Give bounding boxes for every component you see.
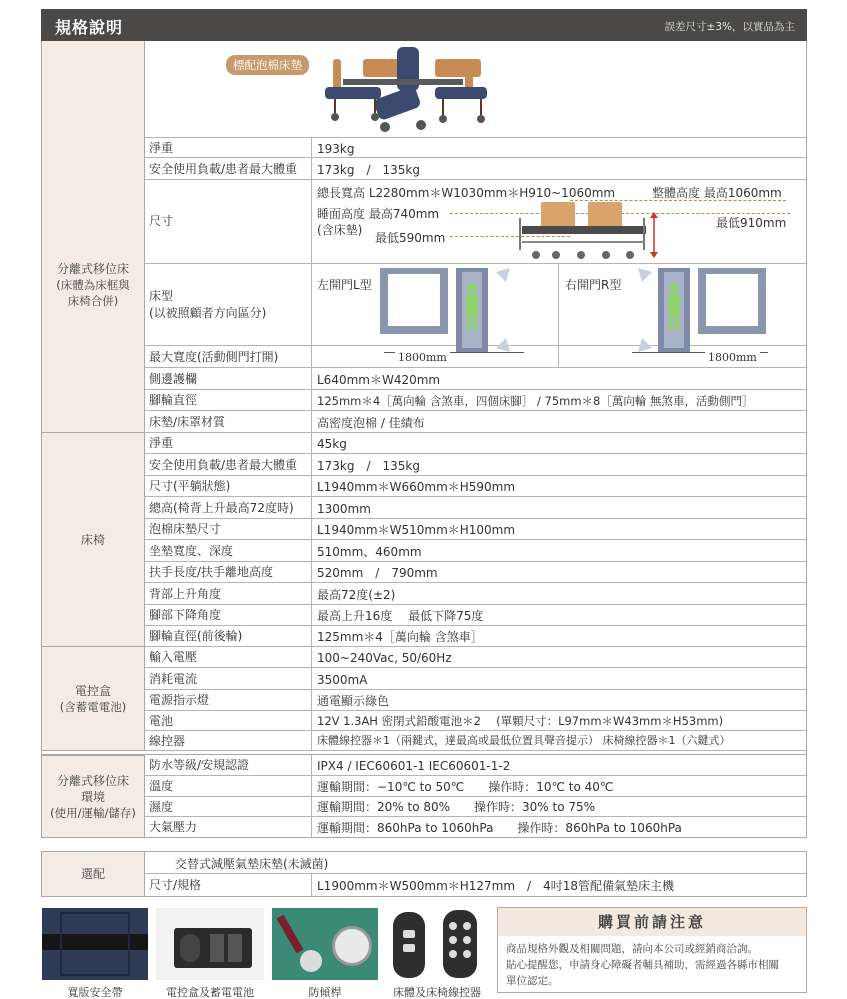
spec-label: 床墊/床罩材質 — [145, 411, 312, 432]
purchase-notice — [497, 907, 807, 993]
spec-row — [145, 519, 806, 540]
group-options-title: 選配 — [80, 867, 105, 881]
spec-label: 輸入電壓 — [145, 647, 312, 667]
left-bed-type-label: 左開門L型 — [317, 278, 372, 292]
photo-caption: 寬版安全帶 — [67, 986, 123, 999]
spec-row — [145, 755, 806, 776]
spec-row — [145, 411, 806, 433]
spec-row — [145, 605, 806, 626]
spec-value: L1940mm＊W510mm＊H100mm — [317, 523, 516, 537]
spec-value: L640mm＊W420mm — [317, 373, 441, 387]
option-row — [145, 852, 806, 874]
spec-label: 消耗電流 — [145, 668, 312, 689]
overall-height-min: 最低910mm — [716, 216, 787, 230]
photo-caption: 床體及床椅線控器 — [393, 986, 481, 999]
spec-label — [145, 264, 312, 345]
spec-label: 尺寸(平躺狀態) — [145, 476, 312, 496]
spec-row — [145, 817, 806, 838]
spec-row — [145, 626, 806, 647]
group-bed — [42, 137, 145, 433]
group-chair-title: 床椅 — [80, 532, 105, 547]
spec-label: 電池 — [145, 711, 312, 730]
spec-row — [145, 158, 806, 180]
group-header-image-cell — [42, 41, 145, 137]
spec-label: 泡棉床墊尺寸 — [145, 519, 312, 539]
spec-value: 125mm＊4［萬向輪 含煞車，四個床腳］ / 75mm＊8［萬向輪 無煞車，活動側門］ — [317, 394, 754, 408]
photo-caption: 防傾桿 — [308, 986, 342, 999]
remote-controllers-photo — [385, 908, 489, 980]
spec-value: 100~240Vac, 50/60Hz — [317, 651, 452, 665]
spec-row — [145, 776, 806, 797]
group-env-sub: (使用/運輸/儲存) — [50, 805, 136, 820]
spec-label: 溫度 — [145, 776, 312, 796]
spec-value: 510mm、460mm — [317, 545, 422, 559]
spec-row — [145, 390, 806, 411]
spec-label: 扶手長度/扶手離地高度 — [145, 562, 312, 582]
spec-value: 1300mm — [317, 502, 371, 516]
group-bed-sub1: (床體為床框與 — [56, 277, 130, 292]
spec-row — [145, 137, 806, 158]
spec-row — [145, 731, 806, 751]
control-box-photo — [156, 908, 264, 980]
spec-label: 大氣壓力 — [145, 817, 312, 838]
spec-row — [145, 647, 806, 668]
spec-value: 通電顯示綠色 — [317, 694, 390, 708]
group-env-title2: 環境 — [80, 789, 105, 804]
spec-row — [145, 476, 806, 497]
spec-label: 腳輪直徑 — [145, 390, 312, 410]
overall-height-max: 整體高度 最高1060mm — [652, 186, 782, 200]
photo-caption: 電控盒及蓄電電池 — [166, 986, 254, 999]
spec-row — [145, 368, 806, 390]
right-bed-diagram — [628, 268, 768, 354]
spec-row — [145, 711, 806, 731]
spec-value: 運輸期間：−10℃ to 50℃ 操作時：10℃ to 40℃ — [317, 780, 614, 794]
spec-value: 173kg / 135kg — [317, 459, 420, 473]
right-width-value: 1800mm — [705, 351, 760, 364]
anti-tip-bar-photo — [272, 908, 378, 980]
safety-belt-photo — [42, 908, 148, 980]
spec-value: 173kg / 135kg — [317, 163, 420, 177]
spec-row — [145, 540, 806, 562]
spec-label: 坐墊寬度、深度 — [145, 540, 312, 561]
option-label: 尺寸/規格 — [145, 874, 312, 896]
spec-label: 安全使用負載/患者最大體重 — [145, 158, 312, 179]
spec-label: 電源指示燈 — [145, 690, 312, 710]
notice-line: 貼心提醒您，申請身心障礙者輔具補助，需經過各縣市相關 — [506, 959, 779, 971]
spec-value: 高密度泡棉 / 佳績布 — [317, 416, 425, 430]
spec-row — [145, 797, 806, 817]
notice-title: 購買前請注意 — [498, 908, 806, 936]
bed-type-label: 床型 — [149, 289, 174, 303]
spec-row — [145, 562, 806, 583]
option-name: 交替式減壓氣墊床墊(未滅菌) — [175, 857, 329, 871]
left-width-value: 1800mm — [395, 351, 450, 364]
deck-height-min: 最低590mm — [375, 231, 446, 245]
spec-value: 床體線控器＊1（兩鍵式，達最高或最低位置具聲音提示） 床椅線控器＊1（六鍵式） — [317, 734, 731, 747]
notice-line: 商品規格外觀及相關問題，請向本公司或經銷商洽詢。 — [506, 943, 758, 955]
spec-label: 安全使用負載/患者最大體重 — [145, 454, 312, 475]
spec-label: 腳輪直徑(前後輪) — [145, 626, 312, 646]
spec-label: 線控器 — [145, 731, 312, 750]
spec-value: L1940mm＊W660mm＊H590mm — [317, 480, 516, 494]
spec-row — [145, 497, 806, 519]
mattress-tag: 標配泡棉床墊 — [226, 55, 309, 75]
spec-value: 193kg — [317, 142, 355, 156]
deck-height-max: 睡面高度 最高740mm — [317, 207, 440, 221]
bed-product-image — [315, 45, 495, 135]
spec-row — [145, 668, 806, 690]
option-value: L1900mm＊W500mm＊H127mm / 4吋18管配備氣墊床主機 — [317, 879, 675, 893]
group-options — [42, 852, 145, 896]
option-row — [145, 874, 806, 896]
spec-value: 最高上升16度 最低下降75度 — [317, 609, 484, 623]
spec-label: 尺寸 — [145, 180, 312, 263]
group-env-title: 分離式移位床 — [56, 773, 129, 788]
overall-dimensions: 總長寬高 L2280mm＊W1030mm＊H910~1060mm — [317, 186, 616, 200]
spec-label: 最大寬度(活動側門打開) — [145, 346, 312, 367]
spec-value: IPX4 / IEC60601-1 IEC60601-1-2 — [317, 759, 511, 773]
spec-value: 125mm＊4［萬向輪 含煞車］ — [317, 630, 483, 644]
deck-height-sub: (含床墊) — [317, 223, 363, 237]
spec-header — [41, 9, 807, 41]
spec-value: 最高72度(±2) — [317, 588, 396, 602]
spec-value: 運輸期間：860hPa to 1060hPa 操作時：860hPa to 1060hPa — [317, 821, 682, 835]
bed-side-diagram — [516, 198, 666, 262]
group-env — [42, 755, 145, 838]
spec-label: 淨重 — [145, 138, 312, 157]
tolerance-note: 誤差尺寸±3%，以實品為主 — [664, 21, 795, 33]
spec-value: 12V 1.3AH 密閉式鉛酸電池＊2 (單顆尺寸：L97mm＊W43mm＊H53mm) — [317, 714, 724, 728]
notice-line: 單位認定。 — [506, 975, 559, 987]
group-bed-sub2: 床椅合併) — [67, 293, 119, 308]
spec-label: 淨重 — [145, 433, 312, 453]
spec-row — [145, 454, 806, 476]
spec-label: 防水等級/安規認證 — [145, 755, 312, 775]
spec-label: 背部上升角度 — [145, 583, 312, 604]
right-bed-type-label: 右開門R型 — [565, 278, 622, 292]
spec-row — [145, 690, 806, 711]
group-control-sub: (含蓄電電池) — [59, 699, 127, 714]
spec-label: 側邊護欄 — [145, 368, 312, 389]
spec-label: 腳部下降角度 — [145, 605, 312, 625]
spec-value: 520mm / 790mm — [317, 566, 438, 580]
spec-value: 3500mA — [317, 673, 368, 687]
group-control — [42, 647, 145, 751]
group-control-title: 電控盒 — [74, 683, 111, 698]
spec-label: 總高(椅背上升最高72度時) — [145, 497, 312, 518]
group-chair — [42, 433, 145, 647]
spec-value: 45kg — [317, 437, 347, 451]
bed-type-sublabel: (以被照顧者方向區分) — [149, 306, 267, 320]
left-bed-diagram — [380, 268, 520, 354]
spec-label: 濕度 — [145, 797, 312, 816]
spec-row — [145, 433, 806, 454]
notice-body — [506, 941, 802, 989]
group-bed-title: 分離式移位床 — [56, 261, 129, 276]
spec-row — [145, 583, 806, 605]
page-title: 規格說明 — [55, 18, 124, 37]
spec-value: 運輸期間：20% to 80% 操作時：30% to 75% — [317, 800, 596, 814]
